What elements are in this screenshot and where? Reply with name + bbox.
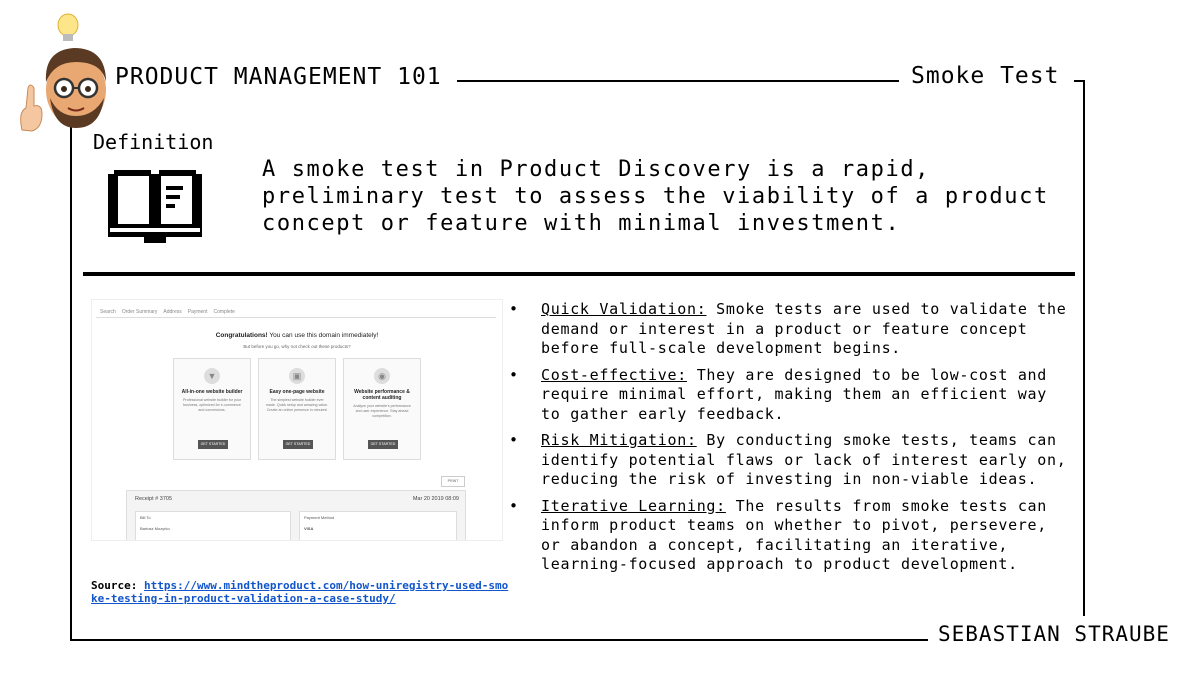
bullet-icon: • xyxy=(509,496,519,515)
product-card xyxy=(343,358,421,460)
card-title: All-in-one website builder xyxy=(181,389,243,395)
get-started-button: GET STARTED xyxy=(198,440,228,449)
benefit-list xyxy=(509,300,1069,582)
page-icon: ▣ xyxy=(289,368,305,384)
definition-text: A smoke test in Product Discovery is a rapid, preliminary test to assess the viability of a product concept or feature with minimal investment. xyxy=(262,157,1049,236)
product-card xyxy=(173,358,251,460)
list-item xyxy=(509,366,1069,425)
author-name: SEBASTIAN STRAUBE xyxy=(938,622,1170,646)
bottom-border xyxy=(70,639,928,641)
congrats-rest: You can use this domain immediately! xyxy=(269,332,379,339)
bullet-term: Iterative Learning: xyxy=(541,496,726,515)
card-description: Professional website builder for your business, optimized for e-commerce and conversions. xyxy=(183,398,241,412)
bullet-text: By conducting smoke tests, teams can identify potential flaws or lack of interest early on, reducing the risk of investing in non-viable ideas. xyxy=(541,431,1067,488)
get-started-button: GET STARTED xyxy=(283,440,313,449)
payment-method-label: Payment Method xyxy=(304,515,335,520)
bullet-text: They are designed to be low-cost and require minimal effort, making them an efficient way to gather early feedback. xyxy=(541,365,1048,423)
funnel-icon: ▼ xyxy=(204,368,220,384)
list-item xyxy=(509,300,1069,359)
bullet-text: Smoke tests are used to validate the demand or interest in a product or feature concept before full-scale development begins. xyxy=(541,300,1067,357)
bullet-icon: • xyxy=(509,365,519,384)
product-card xyxy=(258,358,336,460)
card-brand: VISA xyxy=(304,526,314,531)
memoji-lightbulb-avatar-icon xyxy=(14,12,114,132)
step-tab: Search xyxy=(100,308,116,315)
receipt-panel xyxy=(126,490,466,541)
source-link[interactable]: https://www.mindtheproduct.com/how-uniregistry-used-smoke-testing-in-product-validation-a-case-study/ xyxy=(91,579,509,605)
bullet-term: Risk Mitigation: xyxy=(541,431,697,449)
card-description: Analyze your website's performance and user experience. Stay ahead competition. xyxy=(353,404,411,418)
bill-to-name: Bartosz Mozyrko xyxy=(140,526,170,531)
card-description: The simplest website builder ever made. Quick setup and amazing value. Create an online presence in minutes! xyxy=(265,398,329,412)
bill-to-label: Bill To xyxy=(140,515,151,520)
open-book-icon xyxy=(106,170,204,244)
topic-title: Smoke Test xyxy=(911,63,1060,89)
bullet-term: Quick Validation: xyxy=(541,300,707,318)
checkout-steps xyxy=(96,306,496,318)
congrats-bold: Congratulations! xyxy=(215,332,268,339)
definition-heading: Definition xyxy=(93,130,214,154)
receipt-date: Mar 20 2019 08:09 xyxy=(412,496,459,502)
right-border xyxy=(1083,80,1085,616)
congrats-message xyxy=(92,332,502,339)
section-divider xyxy=(83,272,1075,276)
receipt-number: Receipt # 3705 xyxy=(135,496,172,502)
get-started-button: GET STARTED xyxy=(368,440,398,449)
bill-to-box xyxy=(135,511,291,541)
left-border xyxy=(70,124,72,640)
step-tab: Payment xyxy=(187,308,208,315)
source-citation xyxy=(91,579,511,605)
list-item xyxy=(509,497,1069,575)
bullet-term: Cost-effective: xyxy=(541,365,687,384)
list-item xyxy=(509,431,1069,490)
congrats-subtitle: But before you go, why not check out these products? xyxy=(243,344,351,349)
audit-icon: ◉ xyxy=(374,368,390,384)
card-title: Easy one-page website xyxy=(269,389,325,395)
card-title: Website performance & content auditing xyxy=(354,389,410,401)
print-button: PRINT xyxy=(441,476,465,487)
bullet-icon: • xyxy=(509,431,519,449)
step-tab: Address xyxy=(163,308,182,315)
case-study-screenshot xyxy=(91,299,503,541)
step-tab: Order Summary xyxy=(121,308,158,315)
bullet-icon: • xyxy=(509,300,519,318)
step-tab: Complete xyxy=(213,308,235,315)
bullet-text: The results from smoke tests can inform product teams on whether to pivot, persevere, or abandon a concept, facilitating an iterative, learning-focused approach to product development. xyxy=(541,496,1048,573)
source-label: Source: xyxy=(91,579,138,592)
series-title: PRODUCT MANAGEMENT 101 xyxy=(115,64,442,90)
top-rule xyxy=(457,80,899,82)
payment-method-box xyxy=(299,511,457,541)
